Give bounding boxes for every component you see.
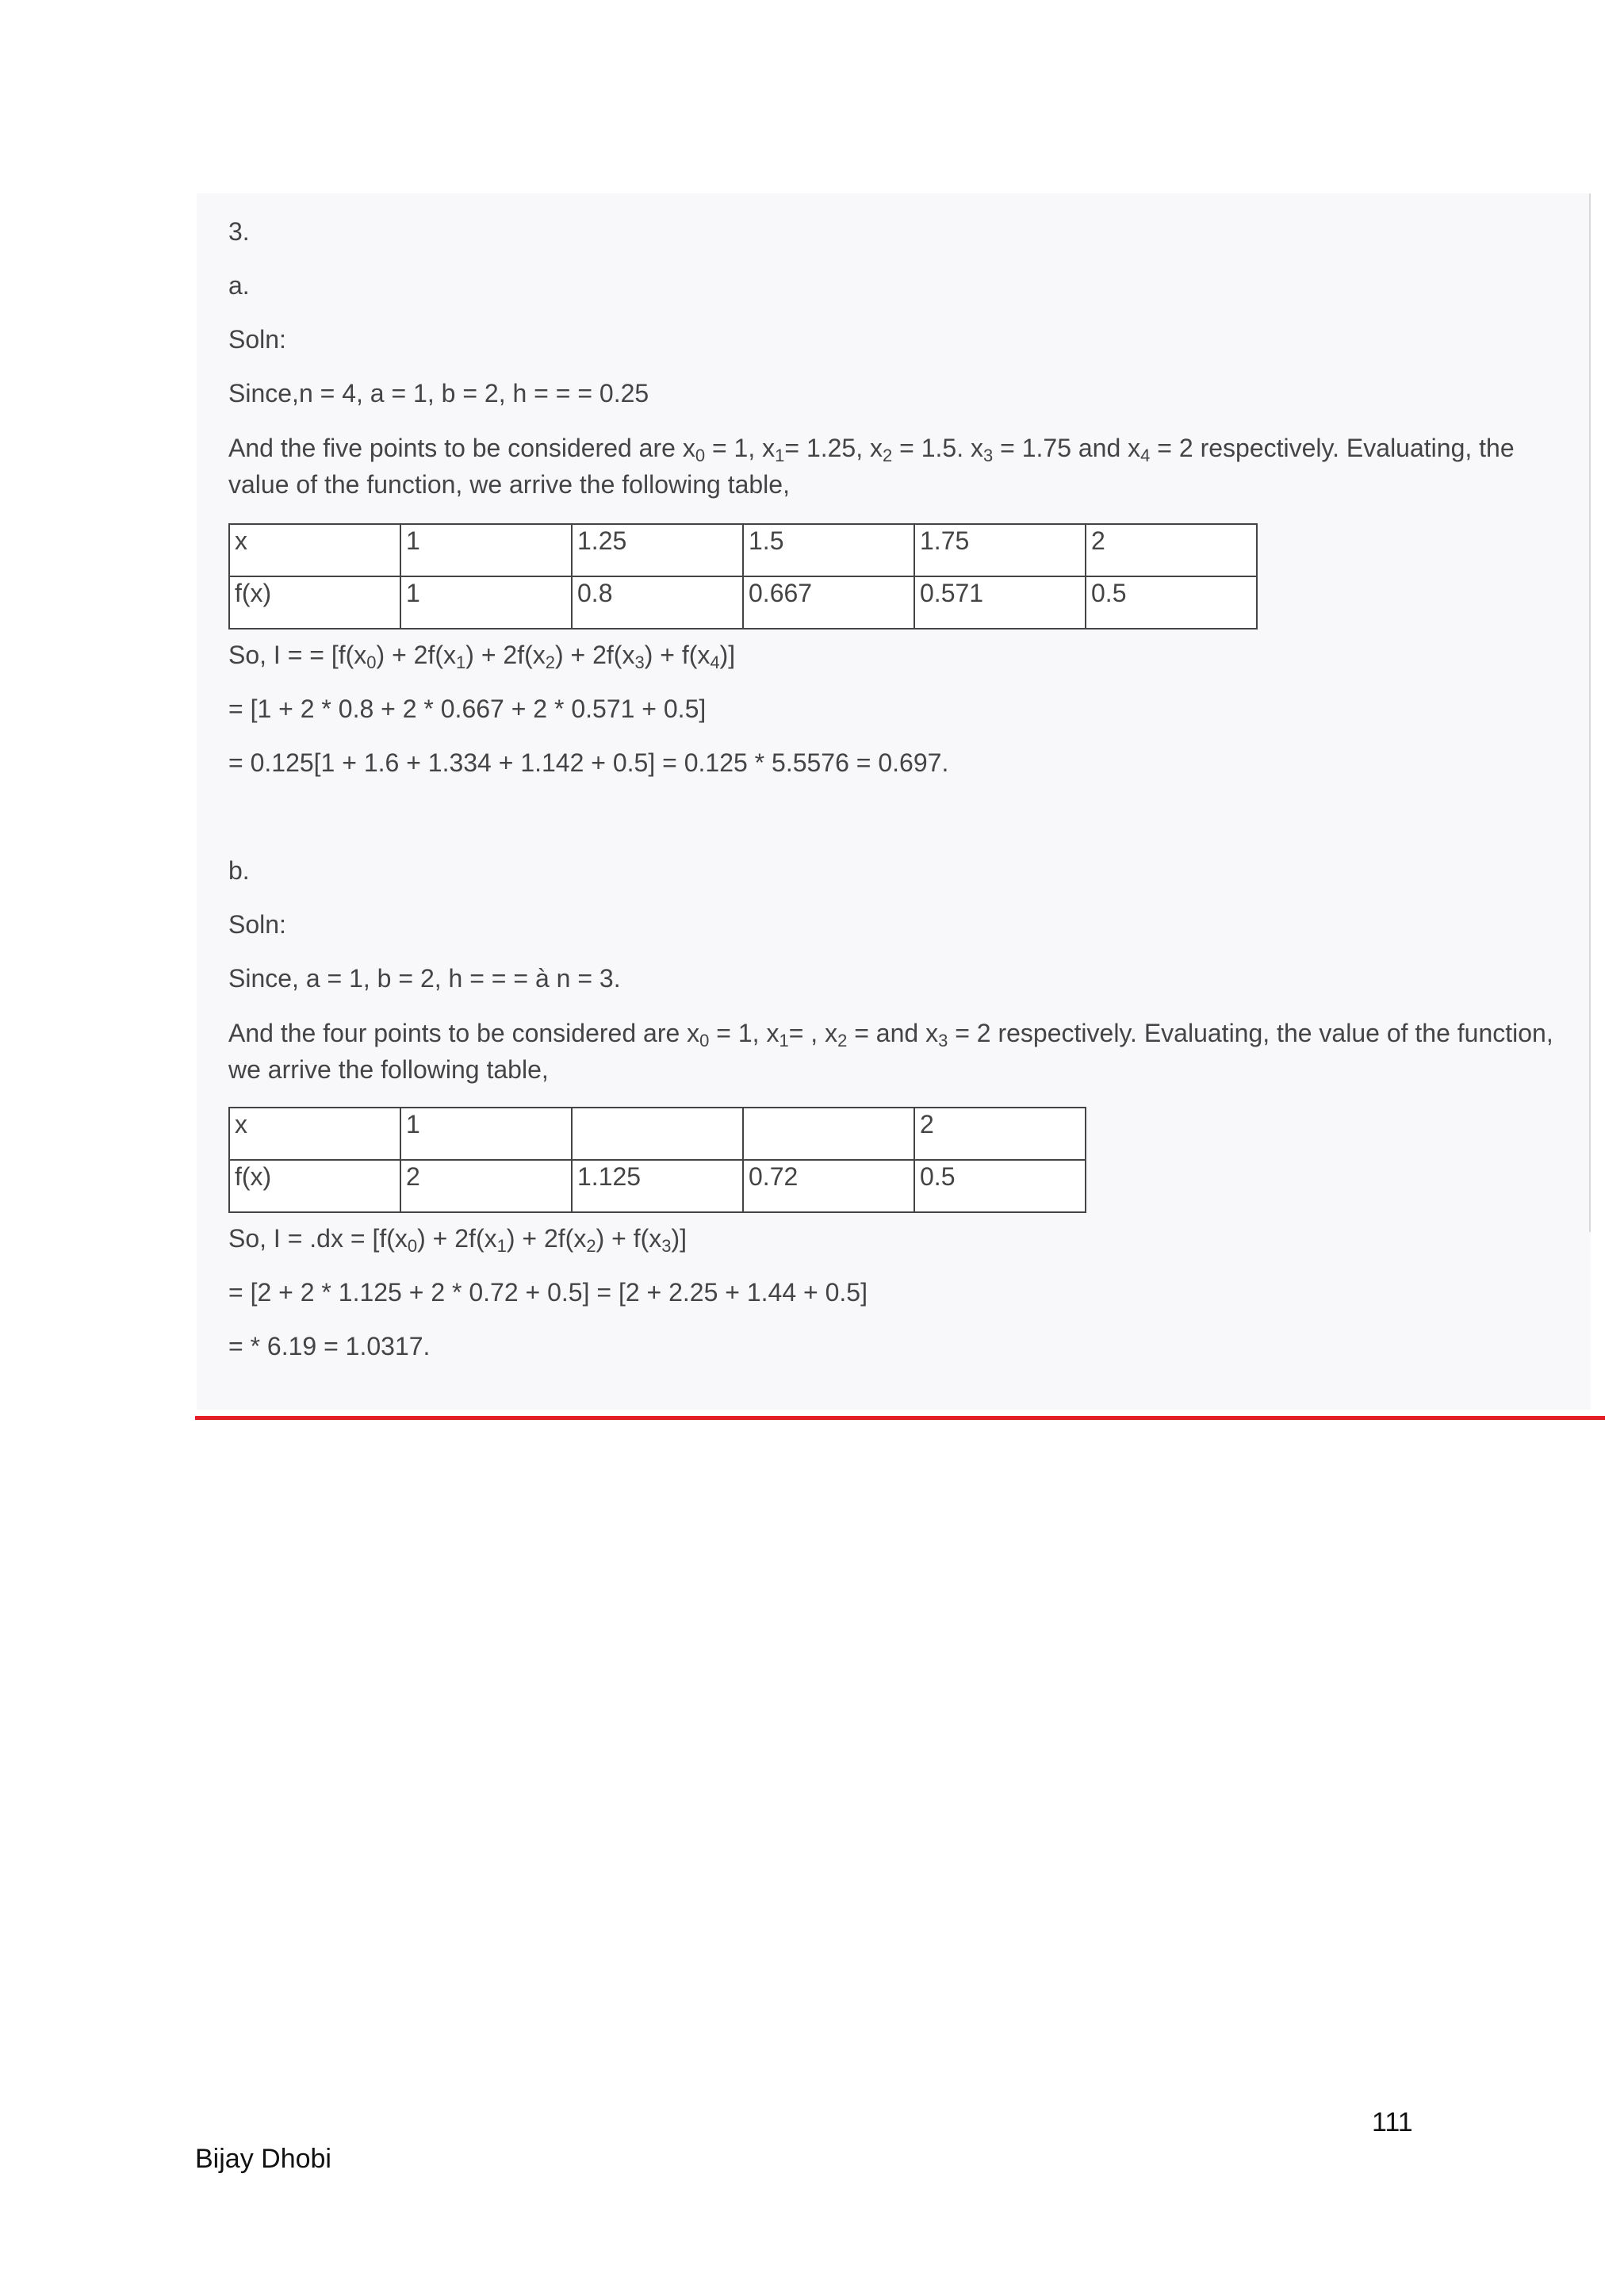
page-number: 111 [1372,2107,1413,2137]
part-b-since: Since, a = 1, b = 2, h = = = à n = 3. [228,964,621,993]
table-cell: 0.5 [1086,576,1257,629]
table-cell: 1.25 [572,524,743,576]
table-cell: 1 [400,576,572,629]
part-b-step-2: = * 6.19 = 1.0317. [228,1332,431,1360]
table-cell: 1 [400,524,572,576]
part-b-label: b. [228,856,250,885]
table-row [229,524,1257,576]
part-a-step-2: = 0.125[1 + 1.6 + 1.334 + 1.142 + 0.5] = 0.125 * 5.5576 = 0.697. [228,748,949,777]
table-cell: x [229,524,400,576]
part-b-table [228,1107,1086,1213]
table-cell: f(x) [229,576,400,629]
table-cell: f(x) [229,1160,400,1212]
table-cell: 2 [914,1108,1086,1160]
part-a-so-line: So, I = = $[f(x_0) + 2f(x_1) + 2f(x_2) + 2f(x_3) + f(x_4)]$ [228,641,736,672]
table-cell: 0.72 [743,1160,914,1212]
table-cell: x [229,1108,400,1160]
part-a-points-text: And the five points to be considered are $x_0 = 1$, $x_1= 1.25$, $x_2 = 1.5$. $x_3 = 1.75$ and $x_4 = 2$ respectively. Evaluating, the value of the function, we arrive the following table, [228,434,1515,499]
part-b-points-text: And the four points to be considered are $x_0 = 1$, $x_1=$ , $x_2$ = and $x_3 = 2$ respectively. Evaluating, the value of the function, we arrive the following table, [228,1019,1553,1084]
question-number: 3. [228,217,250,246]
table-cell: 1.125 [572,1160,743,1212]
table-cell: 0.571 [914,576,1086,629]
part-a-label: a. [228,271,250,300]
red-divider [195,1416,1605,1420]
part-b-step-1: = [2 + 2 * 1.125 + 2 * 0.72 + 0.5] = [2 + 2.25 + 1.44 + 0.5] [228,1278,868,1307]
panel-edge [1589,193,1591,1232]
part-a-table [228,523,1258,629]
table-row [229,576,1257,629]
part-a-since: Since,n = 4, a = 1, b = 2, h = = = 0.25 [228,379,649,408]
part-a-soln: Soln: [228,325,286,354]
table-cell: 2 [400,1160,572,1212]
author-name: Bijay Dhobi [195,2144,331,2174]
part-b-so-line: So, $I = .dx = [f(x_0) + 2f(x_1) + 2f(x_2) + f(x_3)]$ [228,1224,688,1256]
table-row [229,1160,1086,1212]
table-cell: 1 [400,1108,572,1160]
table-cell: 0.5 [914,1160,1086,1212]
table-cell: 0.667 [743,576,914,629]
table-cell: 1.75 [914,524,1086,576]
table-cell: 1.5 [743,524,914,576]
table-cell [743,1108,914,1160]
table-row [229,1108,1086,1160]
table-cell: 2 [1086,524,1257,576]
table-cell [572,1108,743,1160]
part-b-soln: Soln: [228,910,286,939]
part-a-step-1: = [1 + 2 * 0.8 + 2 * 0.667 + 2 * 0.571 + 0.5] [228,695,707,723]
table-cell: 0.8 [572,576,743,629]
